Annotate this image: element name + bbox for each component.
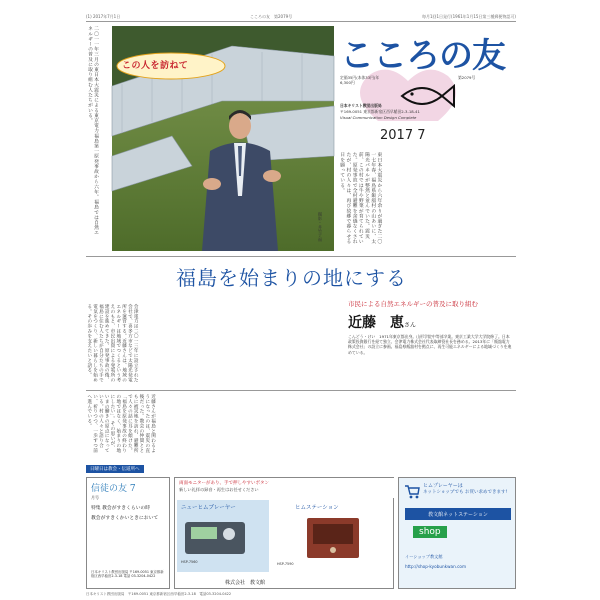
ad2-model1: HSP-7560 [181, 560, 198, 564]
lead-column [86, 26, 110, 251]
masthead-address: 〒169-0051 東京都新宿区西早稲田2-3-18-41 [340, 109, 420, 114]
headline: 福島を始まりの地にする [176, 266, 407, 290]
page-footer: 日本キリスト教団出版局 〒169-0051 東京都新宿区西早稲田2-3-18 電話03-3204-0422 [86, 592, 232, 596]
ad-net-shop[interactable] [398, 477, 516, 589]
newspaper-page [86, 12, 516, 596]
divider [86, 390, 516, 391]
speaker-device-icon [303, 516, 363, 560]
ad2-product-player [177, 500, 269, 572]
ad1-line2: 教会がすきくかいときにおいて [91, 516, 159, 521]
divider [86, 256, 516, 257]
body-vertical-text-lower: 近藤さんが福島と関わるようになったのは、震災の直後だった。教会の仲間とともに被災地を訪れ、避難所で人々の話に耳を傾けた。「福島を原発事故の終わりの地ではなく、始まりの地にしたい」。その思いが、いまの働きの原点になっている。村の人々と語り合い、祈りつつ、一歩ずつ前へ進んでいる。 [86, 394, 156, 453]
interviewee-profile: こんどう・けい 1971年東京都出身。山形学院中等部卒業。東京工業大学大学院修了。日本政策投資銀行を経て独立、会津電力株式会社代表取締役社長を務める。2013年に「飯舘電力株式会社」の設立に参画。福島県飯舘村を拠点に、再生可能エネルギーによる地域づくりを進めている。 [348, 334, 512, 355]
ad2-headline: 両面モニターがあり、手で押しやすいボタン [179, 481, 269, 486]
body-column-upper [86, 304, 344, 386]
ad2-product-station [273, 500, 393, 572]
ad2-player-label: ニューヒムプレーヤー [181, 505, 236, 511]
interviewee-name-text: 近藤 恵 [348, 315, 404, 331]
masthead-subtitle: Visual Communication Design Complete [340, 115, 417, 120]
header-issue: こころの友 第2079号 [250, 13, 293, 19]
ad3-shop-name: イーショップ教文館 [405, 554, 443, 559]
ad1-title: 信徒の友 7 [91, 484, 136, 494]
header-notice: 毎月1回1日発行(1961年1月15日第三種郵便物認可) [421, 13, 516, 19]
player-device-icon [183, 518, 263, 558]
masthead [338, 26, 516, 151]
masthead-title: こころの友 [340, 36, 505, 76]
ad-him-player[interactable] [174, 477, 394, 589]
interviewee-name [348, 312, 416, 332]
ad3-title: ヒムプレーヤーは [423, 483, 463, 489]
ad2-station-label: ヒムステーション [295, 505, 339, 511]
masthead-price: 定価35円(本体33円)年6,300円 [340, 75, 380, 85]
masthead-issue-date: 2017 7 [380, 128, 426, 143]
ad3-eshop-logo[interactable]: shop [413, 526, 447, 538]
ad3-subtitle: ネットショップでも お買い求めできます! [423, 490, 508, 495]
intro-vertical-text: 東日本大震災から六年余りが過ぎた二〇一七年春、福島県飯舘村の山あいに、太陽光パネルが整然と並んでいた。震災前、この村では牛や野菜が育てられていた。原発事故で全村避難を余儀なくされたが、村の人々は、再び故郷で暮らせる日を願っている。 [339, 152, 382, 244]
ad2-publisher: 株式会社 教文館 [225, 580, 266, 586]
ad3-shop-url[interactable]: http://shop-kyobunkwan.com [405, 564, 467, 569]
ad3-netstation-button[interactable]: 教文館ネットステーション [405, 508, 511, 520]
ad1-line1: 特集 教会がすきくらいの時 [91, 506, 151, 511]
body-vertical-text-upper: 会津電力は二〇一三年に設立された会社で、喜多方市などで太陽光発電所を運営する。近藤さんは、地域のエネルギーは地域でつくるという考えのもと、市民出資による発電所の建設を進めてきた。原発事故の後、福島に住む人たちが自分たちの手で電気をつくり、新しい暮らしを始める。その歩みを支えたいと語る。 [86, 304, 139, 383]
ad2-subheadline: 新しい礼拝の録音・再生はお任せください [179, 487, 259, 492]
masthead-publisher: 日本キリスト教団出版局 [340, 103, 382, 108]
church-notice: 日曜日は教会・伝道所へ [86, 465, 144, 473]
page-header [86, 12, 516, 22]
lead-vertical-text: 二〇一一年三月の東日本大震災による東京電力福島第一原発事故から六年。福島では自然エネルギーの普及に取り組む人たちがいる。 [87, 26, 98, 236]
header-date: (1) 2017年7月1日 [86, 13, 121, 19]
photo-credit: 撮影・井竹子福 [318, 212, 323, 242]
interview-subhead: 市民による自然エネルギーの普及に取り組む [348, 300, 478, 308]
intro-column [338, 152, 516, 252]
masthead-issue-no: 第2079号 [458, 75, 476, 80]
ad-shinto-no-tomo[interactable] [86, 477, 170, 589]
ad2-header [175, 478, 395, 498]
cart-icon [403, 482, 421, 500]
ad1-footer: 日本キリスト教団出版局 〒169-0051 東京都新宿区西早稲田2-3-18 電話 03-3204-0422 [91, 570, 164, 579]
ad-band [86, 464, 516, 474]
body-column-lower [86, 394, 516, 456]
interviewee-honorific: さん [404, 322, 417, 329]
ad2-model2: HSP-7590 [277, 562, 294, 566]
ad1-subtitle: 月号 [91, 495, 99, 500]
rubric-title: この人を訪ねて [122, 61, 189, 71]
